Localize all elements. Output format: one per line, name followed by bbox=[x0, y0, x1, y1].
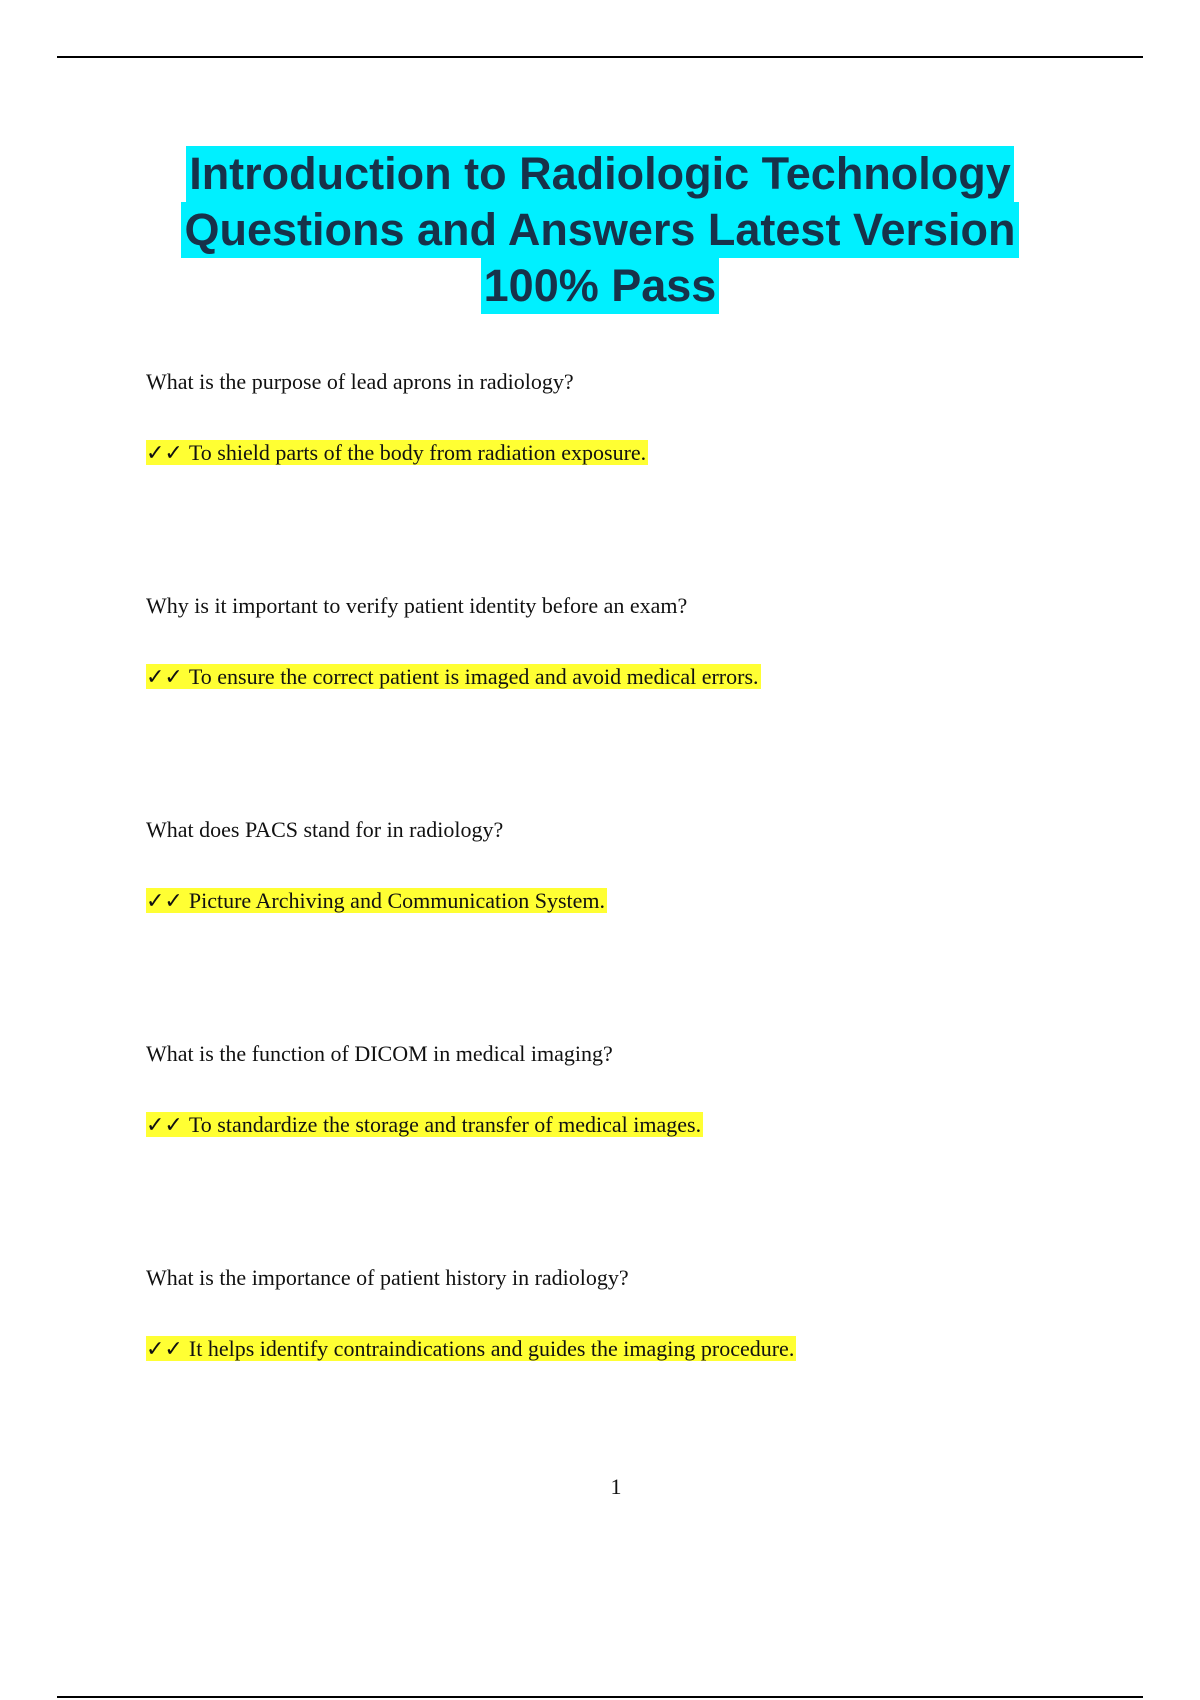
top-rule bbox=[57, 56, 1143, 58]
double-check-icon: ✓✓ bbox=[146, 1113, 183, 1138]
answer-row bbox=[146, 436, 1126, 470]
qa-item bbox=[146, 362, 1126, 586]
answer-row bbox=[146, 884, 1126, 918]
answer-highlight bbox=[146, 440, 648, 465]
question-text: What is the importance of patient history in radiology? bbox=[146, 1265, 629, 1290]
answer-text: It helps identify contraindications and guides the imaging procedure. bbox=[188, 1336, 795, 1361]
question-text: What is the purpose of lead aprons in radiology? bbox=[146, 369, 574, 394]
answer-row bbox=[146, 1332, 1126, 1366]
double-check-icon: ✓✓ bbox=[146, 665, 183, 690]
answer-text: To ensure the correct patient is imaged and avoid medical errors. bbox=[188, 664, 759, 689]
answer-text: To standardize the storage and transfer of medical images. bbox=[188, 1112, 702, 1137]
qa-item bbox=[146, 586, 1126, 810]
answer-highlight bbox=[146, 1112, 703, 1137]
answer-highlight bbox=[146, 1336, 796, 1361]
qa-item bbox=[146, 810, 1126, 1034]
answer-text: To shield parts of the body from radiation exposure. bbox=[188, 440, 647, 465]
page-number: 1 bbox=[610, 1474, 622, 1499]
question-text: Why is it important to verify patient identity before an exam? bbox=[146, 593, 688, 618]
document-title bbox=[0, 146, 1200, 314]
double-check-icon: ✓✓ bbox=[146, 441, 183, 466]
answer-row bbox=[146, 660, 1126, 694]
qa-list bbox=[146, 362, 1126, 1482]
double-check-icon: ✓✓ bbox=[146, 1337, 183, 1362]
title-line-2: Questions and Answers Latest Version bbox=[181, 202, 1018, 258]
qa-item bbox=[146, 1258, 1126, 1482]
title-line-3: 100% Pass bbox=[481, 258, 720, 314]
double-check-icon: ✓✓ bbox=[146, 889, 183, 914]
qa-item bbox=[146, 1034, 1126, 1258]
answer-highlight bbox=[146, 888, 607, 913]
answer-highlight bbox=[146, 664, 761, 689]
title-line-1: Introduction to Radiologic Technology bbox=[186, 146, 1014, 202]
bottom-rule bbox=[57, 1696, 1143, 1698]
question-text: What is the function of DICOM in medical imaging? bbox=[146, 1041, 613, 1066]
answer-row bbox=[146, 1108, 1126, 1142]
question-text: What does PACS stand for in radiology? bbox=[146, 817, 504, 842]
answer-text: Picture Archiving and Communication System. bbox=[188, 888, 605, 913]
